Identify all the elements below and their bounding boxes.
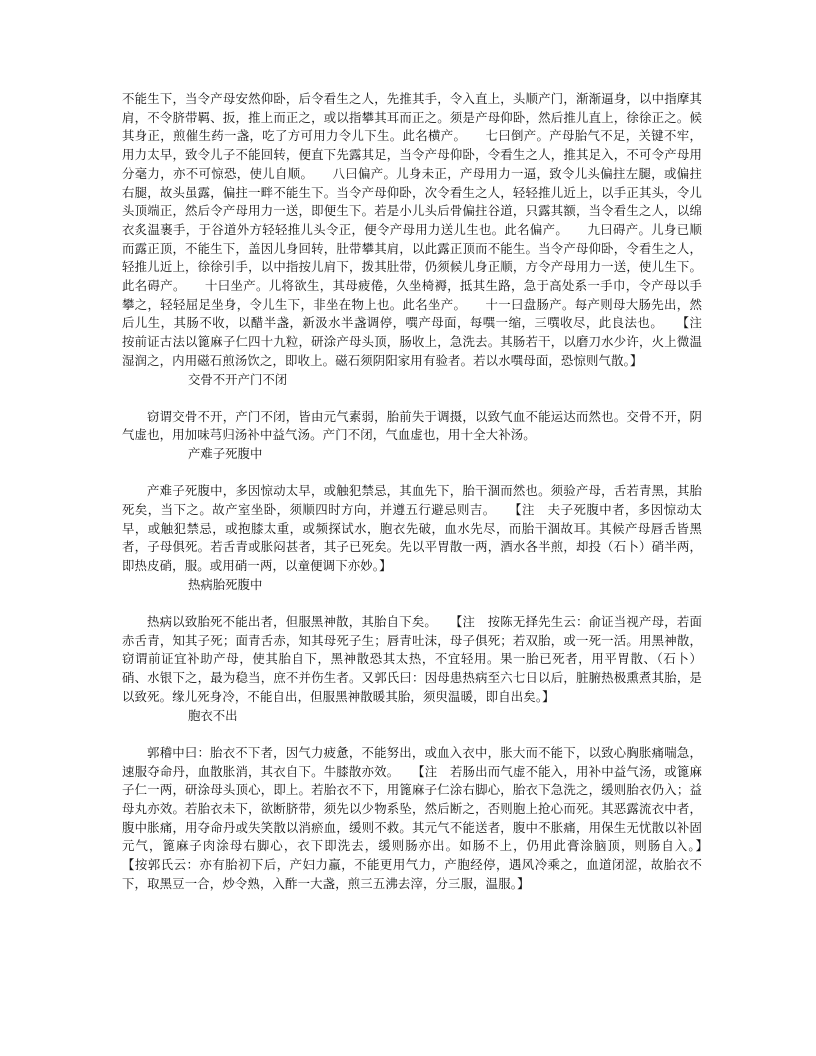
section-heading-dead-fetus: 产难子死腹中 [188,446,263,462]
spacer [122,595,702,614]
section-heading-retained-placenta: 胞衣不出 [188,707,238,723]
spacer [122,464,702,483]
spacer [122,389,702,408]
section-paragraph-fever-dead-fetus: 热病以致胎死不能出者，但服黑神散，其胎自下矣。 【注 按陈无择先生云：俞证当视产母，若面赤舌青，知其子死；面青舌赤，知其母死子生；唇青吐沫，母子俱死；若双胎，或一死一活。用黑神散，窃谓前证宜补助产母，使其胎自下，黑神散恐其太热，不宜轻用。果一胎已死者，用平胃散、（石卜）硝、水银下之，最为稳当，庶不并伤生者。又郭氏曰：因母患热病至六七日以后，脏腑热极熏煮其胎，是以致死。缘儿死身冷，不能自出，但服黑神散暖其胎，须臾温暖，即自出矣。】 [122,614,702,704]
section-heading-pelvis: 交骨不开产门不闭 [188,371,288,387]
section-heading-fever-dead-fetus: 热病胎死腹中 [188,576,263,592]
document-page [122,90,728,893]
section-paragraph-dead-fetus: 产难子死腹中，多因惊动太早，或触犯禁忌，其血先下，胎干涸而然也。须验产母，舌若青黑，其胎死矣，当下之。故产室坐卧，须顺四时方向，并遵五行避忌则吉。 【注 夫子死腹中者，多因惊动太早，或触犯禁忌，或抱膝太重，或频探试水，胞衣先破，血水先尽，而胎干涸故耳。其候产母唇舌皆黑者，子母俱死。若舌青或胀闷甚者，其子已死矣。先以平胃散一两，酒水各半煎，却投（石卜）硝半两，即热皮硝，服。或用硝一两，以童便调下亦妙。】 [122,483,702,574]
section-paragraph-difficult-births: 不能生下，当令产母安然仰卧，后令看生之人，先推其手，令入直上，头顺产门，渐渐逼身，以中指摩其肩，不令脐带羁、扳，推上而正之，或以指攀其耳而正之。须是产母仰卧，然后推儿直上，徐徐正之。候其身正，煎催生药一盏，吃了方可用力令儿下生。此名横产。 七曰倒产。产母胎气不足，关键不牢，用力太早，致令儿子不能回转，便直下先露其足，当令产母仰卧，令看生之人，推其足入，不可令产母用分毫力，亦不可惊恐，使儿自顺。 八曰偏产。儿身未正，产母用力一逼，致令儿头偏拄左腿，或偏拄右腿，故头虽露，偏拄一畔不能生下。当令产母仰卧，次令看生之人，轻轻推儿近上，以手正其头，令儿头顶端正，然后令产母用力一送，即便生下。若是小儿头后骨偏拄谷道，只露其额，当令看生之人，以绵衣炙温裹手，于谷道外方轻轻推儿头令正，便令产母用力送儿生也。此名偏产。 九曰碍产。儿身已顺而露正顶，不能生下，盖因儿身回转，肚带攀其肩，以此露正顶而不能生。当令产母仰卧，令看生之人，轻推儿近上，徐徐引手，以中指按儿肩下，拨其肚带，仍须候儿身正顺，方令产母用力一送，使儿生下。此名碍产。 十曰坐产。儿将欲生，其母疲倦，久坐椅褥，抵其生路，急于高处系一手巾，令产母以手攀之，轻轻屈足坐身，令儿生下，非坐在物上也。此名坐产。 十一曰盘肠产。每产则母大肠先出，然后儿生，其肠不收，以醋半盏，新汲水半盏调停，噀产母面，每噀一缩，三噀收尽，此良法也。 【注 按前证古法以篦麻子仁四十九粒，研涂产母头顶，肠收上，急洗去。其肠若干，以磨刀水少许，火上微温湿润之，内用磁石煎汤饮之，即收上。磁石须阴阳家用有验者。若以水噀母面，恐惊则气散。】 [122,91,715,368]
section-paragraph-pelvis: 窃谓交骨不开，产门不闭，皆由元气素弱，胎前失于调摄，以致气血不能运达而然也。交骨不开，阴气虚也，用加味芎归汤补中益气汤。产门不闭，气血虚也，用十全大补汤。 [122,408,702,443]
section-paragraph-retained-placenta: 郭稽中曰：胎衣不下者，因气力疲惫，不能努出，或血入衣中，胀大而不能下，以致心胸胀痛喘急，速服夺命丹，血散胀消，其衣自下。牛膝散亦效。 【注 若肠出而气虚不能入，用补中益气汤，或篦麻子仁一两，研涂母头顶心，即上。若胎衣不下，用篦麻子仁涂右脚心，胎衣下急洗之，缓则胎衣仍入；益母丸亦效。若胎衣未下，欲断脐带，须先以少物系坠，然后断之，否则胞上抢心而死。其恶露流衣中者，腹中胀痛，用夺命丹或失笑散以消瘀血，缓则不救。其元气不能送者，腹中不胀痛，用保生无忧散以补固元气，篦麻子肉涂母右脚心，衣下即洗去，缓则肠亦出。如肠不上，仍用此膏涂脑顶，则肠自入。】 【按郭氏云：亦有胎初下后，产妇力羸，不能更用气力，产胞经停，遇风冷乘之，血道闭涩，故胎衣不下，取黑豆一合，炒令熟，入酢一大盏，煎三五沸去滓，分三服，温服。】 [122,744,728,891]
spacer [122,725,702,744]
